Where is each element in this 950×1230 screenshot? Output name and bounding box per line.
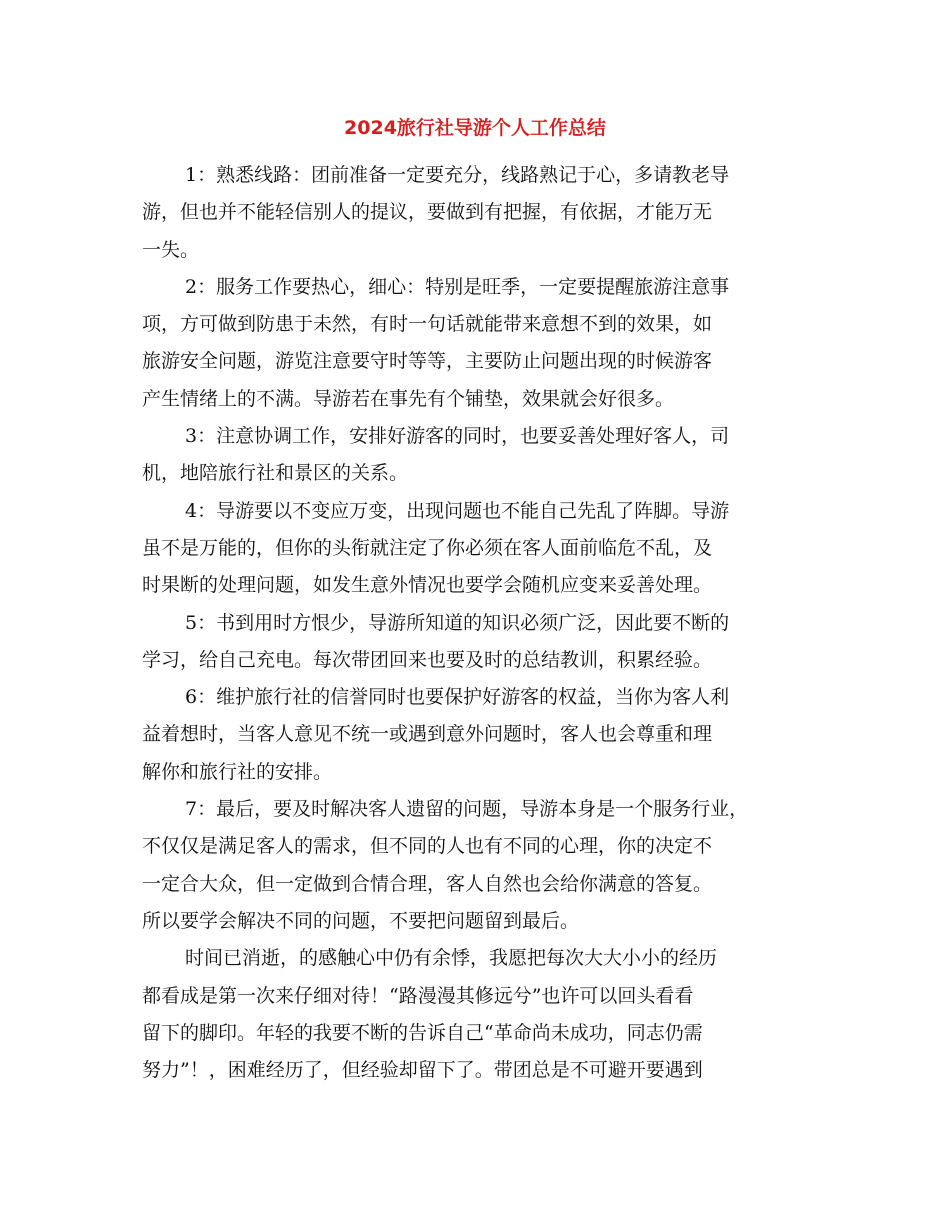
- text-line: 机，地陪旅行社和景区的关系。: [142, 462, 409, 485]
- text-line: 解你和旅行社的安排。: [142, 760, 333, 783]
- text-line: 虽不是万能的，但你的头衔就注定了你必须在客人面前临危不乱，及: [142, 536, 713, 559]
- text-line: 项，方可做到防患于未然，有时一句话就能带来意想不到的效果，如: [142, 313, 713, 336]
- text-line: 7：最后，要及时解决客人遗留的问题，导游本身是一个服务行业，: [185, 798, 749, 821]
- paragraph: [142, 679, 814, 791]
- text-line: 时间已消逝，的感触心中仍有余悸，我愿把每次大大小小的经历: [185, 947, 718, 970]
- text-line: 旅游安全问题，游览注意要守时等等，主要防止问题出现的时候游客: [142, 350, 713, 373]
- text-line: 一失。: [142, 238, 200, 261]
- text-line: 努力”！，困难经历了，但经验却留下了。带团总是不可避开要遇到: [142, 1059, 703, 1082]
- text-line: 所以要学会解决不同的问题，不要把问题留到最后。: [142, 909, 580, 932]
- paragraph: [142, 493, 814, 605]
- text-line: 学习，给自己充电。每次带团回来也要及时的总结教训，积累经验。: [142, 648, 713, 671]
- text-line: 留下的脚印。年轻的我要不断的告诉自己“革命尚未成功，同志仍需: [142, 1021, 703, 1044]
- paragraph: [142, 418, 814, 493]
- text-line: 6：维护旅行社的信誉同时也要保护好游客的权益，当你为客人利: [185, 686, 730, 709]
- text-line: 都看成是第一次来仔细对待！“路漫漫其修远兮”也许可以回头看看: [142, 984, 694, 1007]
- text-line: 2：服务工作要热心，细心：特别是旺季，一定要提醒旅游注意事: [185, 275, 730, 298]
- text-line: 一定合大众，但一定做到合情合理，客人自然也会给你满意的答复。: [142, 872, 713, 895]
- paragraph: [142, 605, 814, 680]
- text-line: 时果断的处理问题，如发生意外情况也要学会随机应变来妥善处理。: [142, 574, 713, 597]
- paragraph: [142, 791, 814, 940]
- text-line: 游，但也并不能轻信别人的提议，要做到有把握，有依据，才能万无: [142, 201, 713, 224]
- document-body: [142, 157, 814, 1089]
- paragraph: [142, 157, 814, 269]
- text-line: 产生情绪上的不满。导游若在事先有个铺垫，效果就会好很多。: [142, 387, 675, 410]
- text-line: 5：书到用时方恨少，导游所知道的知识必须广泛，因此要不断的: [185, 611, 730, 634]
- text-line: 4：导游要以不变应万变，出现问题也不能自己先乱了阵脚。导游: [185, 499, 730, 522]
- text-line: 3：注意协调工作，安排好游客的同时，也要妥善处理好客人，司: [185, 425, 730, 448]
- text-line: 1：熟悉线路：团前准备一定要充分，线路熟记于心，多请教老导: [185, 164, 730, 186]
- paragraph: [142, 269, 814, 418]
- paragraph: [142, 940, 814, 1089]
- document-title: 2024旅行社导游个人工作总结: [344, 117, 606, 139]
- text-line: 不仅仅是满足客人的需求，但不同的人也有不同的心理，你的决定不: [142, 835, 713, 858]
- text-line: 益着想时，当客人意见不统一或遇到意外问题时，客人也会尊重和理: [142, 723, 713, 746]
